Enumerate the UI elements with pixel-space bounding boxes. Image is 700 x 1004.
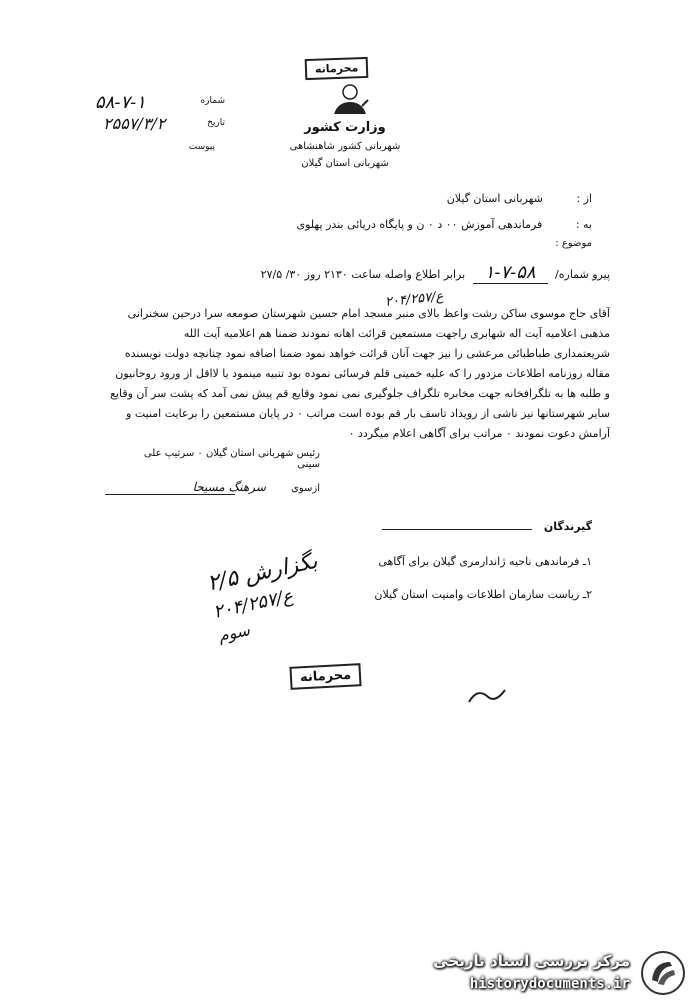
body-line-4: مقاله روزنامه اطلاعات مزدور را که علیه خمینی قلم فرسائی نموده بود تنبیه مینمود یا لااقل از ورود روحانیون — [115, 367, 610, 380]
signature-title: رئیس شهربانی استان گیلان ۰ سرتیپ علی سینی — [143, 448, 320, 470]
handwritten-note-line1: بگزارش ۲/۵ — [205, 548, 320, 597]
subject-label: موضوع : — [555, 238, 592, 249]
signature-block — [120, 448, 320, 495]
confidential-stamp-bottom — [289, 663, 361, 690]
body-line-3: شریعتمداری طباطبائی مرعشی را نیز جهت آنان قرائت خواهد نمود ضمنا اضافه نمود چنانچه دولت نویسنده — [124, 347, 610, 360]
from-label: از : — [576, 192, 592, 205]
body-line-6: سایر شهرستانها نیز ناشی از رویداد تاسف بار قم بوده است مراتب ۰ در پایان مستمعین را برعایت امنیت و — [126, 407, 610, 420]
signature-name: سرهنگ مسیحا — [192, 480, 266, 494]
to-label: به : — [575, 218, 592, 231]
watermark — [408, 950, 690, 998]
ministry-heading — [270, 120, 420, 169]
lion-sun-emblem-icon — [328, 80, 372, 120]
reference-line — [90, 262, 610, 283]
ministry-line2: شهربانی استان گیلان — [301, 158, 389, 169]
number-label: شماره — [200, 96, 225, 106]
watermark-title: مرکز بررسی اسناد تاریخی — [433, 952, 630, 970]
stamp-text-bottom: محرمانه — [299, 667, 352, 686]
handwritten-note-line2: ۲۰۴/۲۵۷/ع — [211, 585, 295, 623]
signature-on-behalf: ازسوی — [291, 483, 320, 494]
from-row — [112, 192, 592, 205]
ministry-line1: شهربانی کشور شاهنشاهی — [289, 141, 401, 152]
reference-number: ۵۸-۷-۱ — [473, 262, 548, 284]
handwritten-mark-icon — [465, 682, 515, 712]
date-label: تاریخ — [207, 118, 225, 128]
stamp-text: محرمانه — [314, 61, 359, 76]
watermark-url: historydocuments.ir — [469, 976, 630, 992]
attach-label: پیوست — [188, 142, 215, 152]
number-value: ۵۸-۷-۱ — [95, 92, 146, 113]
reference-label: پیرو شماره/ — [555, 268, 610, 281]
recipient-item-1: ۱ـ فرماندهی ناحیه ژاندارمری گیلان برای آگاهی — [378, 555, 592, 568]
confidential-stamp-top — [305, 57, 369, 80]
archive-logo-icon — [640, 950, 686, 996]
subject-row — [112, 238, 592, 249]
left-header — [95, 92, 225, 162]
ministry-name: وزارت کشور — [304, 120, 386, 135]
handwritten-inline-note: ۲۰۴/۲۵۷/ع — [384, 288, 445, 311]
recipients-header: گیرندگان — [92, 520, 592, 533]
body-line-1: آقای حاج موسوی ساکن رشت واعظ بالای منبر مسجد امام حسین شهرستان صومعه سرا درحین سخنرانی — [127, 307, 610, 320]
reference-text: برابر اطلاع واصله ساعت ۲۱۳۰ روز ۳۰/ ۲۷/۵ — [260, 268, 466, 281]
signature-underline — [105, 494, 235, 495]
to-row — [112, 218, 592, 231]
body-line-7: آرامش دعوت نمودند ۰ مراتب برای آگاهی اعلام میگردد ۰ — [348, 427, 610, 440]
body-line-2: مذهبی اعلامیه آیت اله شهابری راجهت مستمعین قرائت اهانه نمودند ضمنا هم اعلامیه آیت الله — [183, 327, 610, 340]
date-value: ۲۵۵۷/۳/۲ — [103, 114, 166, 133]
recipient-item-2: ۲ـ ریاست سازمان اطلاعات وامنیت استان گیلان — [374, 588, 592, 601]
to-value: فرماندهی آموزش ۰۰ د ۰ ن و پایگاه دریائی بندر پهلوی — [296, 218, 543, 231]
body-line-5: و طلبه ها به تلگرافخانه جهت مخابره تلگراف جلوگیری نمی نمود وقایع قم پیش نمی آمد که پشت سر آن وقایع — [110, 387, 610, 400]
from-value: شهربانی استان گیلان — [446, 192, 543, 205]
handwritten-note-line3: سوم — [216, 620, 252, 646]
